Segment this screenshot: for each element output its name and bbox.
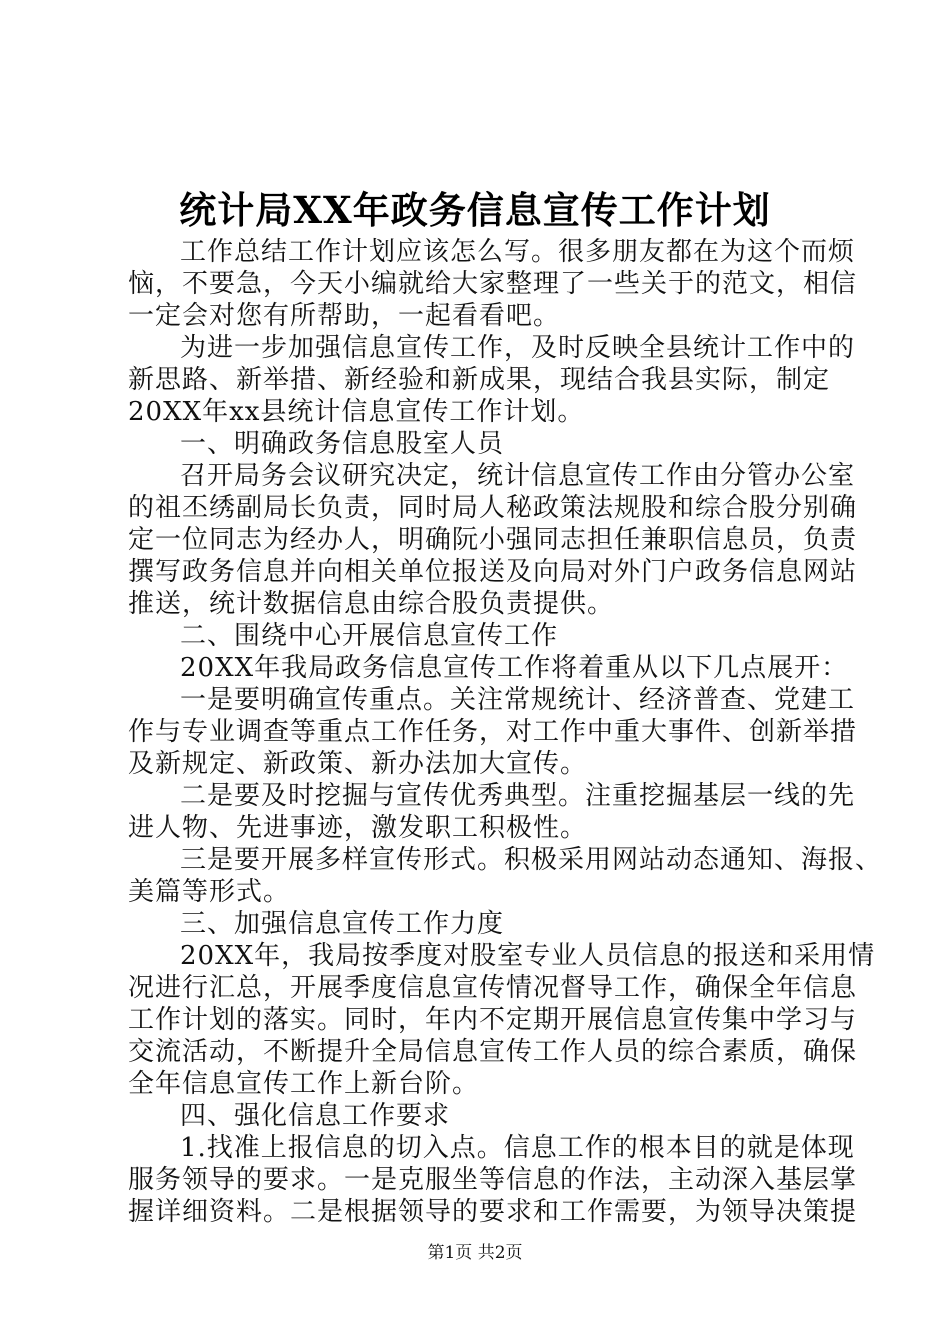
paragraph-line: 美篇等形式。 [128, 877, 291, 907]
paragraph-line: 作与专业调查等重点工作任务，对工作中重大事件、创新举措 [128, 717, 858, 747]
paragraph-line: 20XX年，我局按季度对股室专业人员信息的报送和采用情 [180, 941, 876, 971]
paragraph-line: 一定会对您有所帮助，一起看看吧。 [128, 301, 561, 331]
paragraph-line: 定一位同志为经办人，明确阮小强同志担任兼职信息员，负责 [128, 525, 858, 555]
paragraph-line: 的祖丕绣副局长负责，同时局人秘政策法规股和综合股分别确 [128, 493, 858, 523]
paragraph-line: 恼，不要急，今天小编就给大家整理了一些关于的范文，相信 [128, 269, 858, 299]
paragraph-line: 召开局务会议研究决定，统计信息宣传工作由分管办公室 [180, 461, 856, 491]
paragraph-line: 撰写政务信息并向相关单位报送及向局对外门户政务信息网站 [128, 557, 858, 587]
paragraph-line: 推送，统计数据信息由综合股负责提供。 [128, 589, 615, 619]
paragraph-line: 进人物、先进事迹，激发职工积极性。 [128, 813, 588, 843]
paragraph-line: 三是要开展多样宣传形式。积极采用网站动态通知、海报、 [180, 845, 883, 875]
paragraph-line: 握详细资料。二是根据领导的要求和工作需要，为领导决策提 [128, 1197, 858, 1227]
section-heading: 二、围绕中心开展信息宣传工作 [180, 621, 559, 651]
paragraph-line: 20XX年xx县统计信息宣传工作计划。 [128, 397, 585, 427]
paragraph-line: 及新规定、新政策、新办法加大宣传。 [128, 749, 588, 779]
paragraph-line: 全年信息宣传工作上新台阶。 [128, 1069, 480, 1099]
paragraph-line: 工作计划的落实。同时，年内不定期开展信息宣传集中学习与 [128, 1005, 858, 1035]
paragraph-line: 一是要明确宣传重点。关注常规统计、经济普查、党建工 [180, 685, 856, 715]
paragraph-line: 服务领导的要求。一是克服坐等信息的作法，主动深入基层掌 [128, 1165, 858, 1195]
section-heading: 三、加强信息宣传工作力度 [180, 909, 505, 939]
document-title: 统计局XX年政务信息宣传工作计划 [179, 188, 771, 232]
paragraph-line: 二是要及时挖掘与宣传优秀典型。注重挖掘基层一线的先 [180, 781, 856, 811]
paragraph-line: 交流活动，不断提升全局信息宣传工作人员的综合素质，确保 [128, 1037, 858, 1067]
paragraph-line: 1.找准上报信息的切入点。信息工作的根本目的就是体现 [180, 1133, 855, 1163]
page-footer: 第1页 共2页 [427, 1243, 523, 1263]
paragraph-line: 为进一步加强信息宣传工作，及时反映全县统计工作中的 [180, 333, 856, 363]
paragraph-line: 20XX年我局政务信息宣传工作将着重从以下几点展开： [180, 653, 849, 683]
section-heading: 一、明确政务信息股室人员 [180, 429, 505, 459]
paragraph-line: 工作总结工作计划应该怎么写。很多朋友都在为这个而烦 [180, 237, 856, 267]
section-heading: 四、强化信息工作要求 [180, 1101, 451, 1131]
paragraph-line: 况进行汇总，开展季度信息宣传情况督导工作，确保全年信息 [128, 973, 858, 1003]
paragraph-line: 新思路、新举措、新经验和新成果，现结合我县实际，制定 [128, 365, 831, 395]
document-body [128, 236, 883, 1228]
